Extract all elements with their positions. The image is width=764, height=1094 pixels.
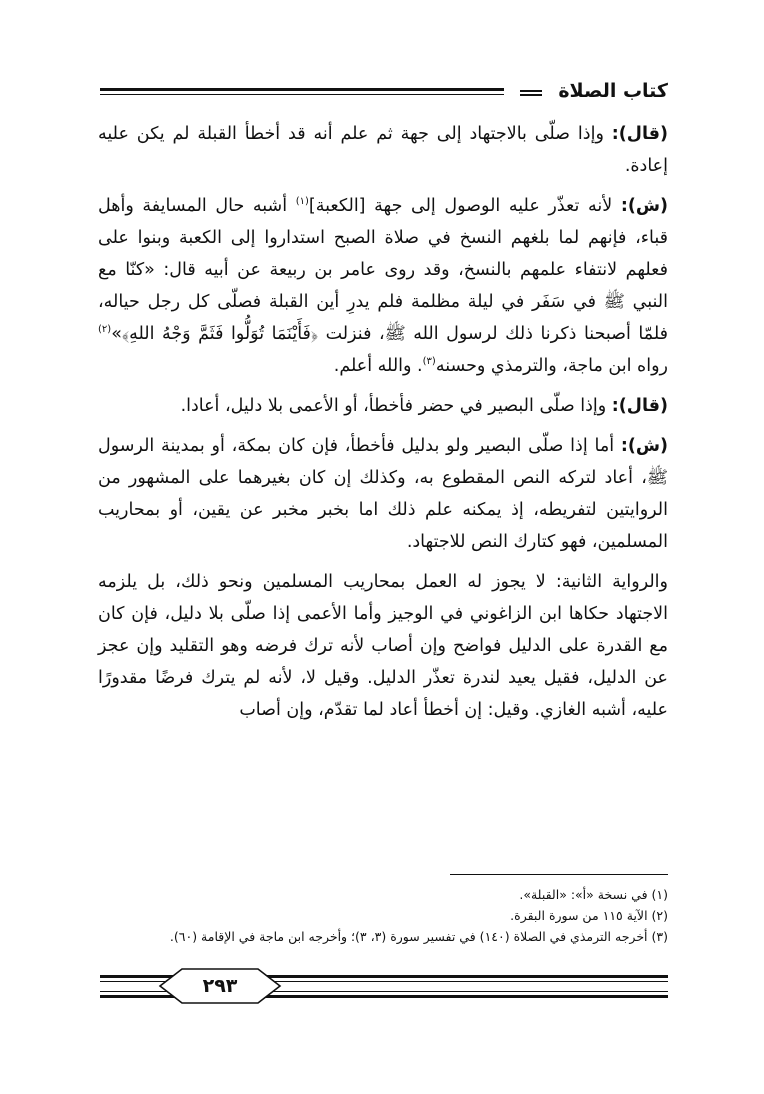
page-number: ٢٩٣ xyxy=(202,975,238,997)
paragraph-text: وإذا صلّى البصير في حضر فأخطأ، أو الأعمى بلا دليل، أعادا. xyxy=(180,396,612,416)
paragraph-text: أشبه حال المسايفة وأهل قباء، فإنهم لما بلغهم النسخ في صلاة الصبح استداروا إلى الكعبة وبنوا على فعلهم لانتفاء علمهم بالنسخ، وقد روى عامر بن ربيعة عن أبيه قال: «كنّا مع النبي ﷺ في سَفَر في ليلة مظلمة فلم يدرِ أين القبلة فصلّى كل رجل حياله، فلمّا أصبحنا ذكرنا ذلك لرسول الله ﷺ، فنزلت ﴿فَأَيْنَمَا تُوَلُّوا فَثَمَّ وَجْهُ اللهِ﴾» xyxy=(98,196,668,344)
footnote-2: (٢) الآية ١١٥ من سورة البقرة. xyxy=(510,908,668,923)
paragraph-text: وإذا صلّى بالاجتهاد إلى جهة ثم علم أنه قد أخطأ القبلة لم يكن عليه إعادة. xyxy=(98,124,668,176)
header-title: كتاب الصلاة xyxy=(558,80,668,102)
paragraph-text: . والله أعلم. xyxy=(333,356,423,376)
paragraph-lead: (ش): xyxy=(620,436,668,456)
footnote-ref-1[interactable]: (١) xyxy=(295,196,309,208)
paragraph-text: لأنه تعذّر عليه الوصول إلى جهة [الكعبة] xyxy=(308,196,621,216)
paragraph-qala-2 xyxy=(98,390,668,422)
header-rule xyxy=(100,88,504,97)
paragraph-text: أما إذا صلّى البصير ولو بدليل فأخطأ، فإن كان بمكة، أو بمدينة الرسول ﷺ، أعاد لتركه النص المقطوع به، وكذلك إن كان بغيرهما على المشهور من الروايتين لتفريطه، إذ يمكنه علم ذلك اما بخبر مخبر عن يقين، أو بمحاريب المسلمين، فهو كتارك النص للاجتهاد. xyxy=(98,436,668,552)
footnote-separator xyxy=(450,874,668,875)
paragraph-text: رواه ابن ماجة، والترمذي وحسنه xyxy=(435,356,668,376)
footnote-3: (٣) أخرجه الترمذي في الصلاة (١٤٠) في تفسير سورة (٣، ٣)؛ وأخرجه ابن ماجة في الإقامة (٦٠). xyxy=(169,929,668,944)
footnote-ref-2[interactable]: (٢) xyxy=(98,324,112,336)
paragraph-lead: (ش): xyxy=(620,196,668,216)
running-header xyxy=(100,78,668,108)
page-number-frame xyxy=(142,967,298,1005)
footnote-1: (١) في نسخة «أ»: «القبلة». xyxy=(519,887,668,902)
paragraph-sharh-1 xyxy=(98,190,668,382)
paragraph-lead: (قال): xyxy=(611,396,668,416)
page-footer xyxy=(100,967,668,1007)
paragraph-qala-1 xyxy=(98,118,668,182)
paragraph-riwaya xyxy=(98,566,668,726)
paragraph-lead: (قال): xyxy=(611,124,668,144)
footnote-ref-3[interactable]: (٣) xyxy=(422,356,436,368)
footnotes xyxy=(96,884,668,947)
header-ornament xyxy=(520,90,542,96)
main-text xyxy=(98,118,668,726)
paragraph-sharh-2 xyxy=(98,430,668,558)
paragraph-text: والرواية الثانية: لا يجوز له العمل بمحاريب المسلمين ونحو ذلك، بل يلزمه الاجتهاد حكاها ابن الزاغوني في الوجيز وأما الأعمى إذا صلّى بلا دليل، فإن كان مع القدرة على الدليل فواضح وإن أصاب لأنه ترك فرضه وهو التقليد وإن عجز عن الدليل، فقيل يعيد لندرة تعذّر الدليل. وقيل لا، لأنه لم يترك فرضًا مقدورًا عليه، أشبه الغازي. وقيل: إن أخطأ أعاد لما تقدّم، وإن أصاب xyxy=(98,572,668,720)
